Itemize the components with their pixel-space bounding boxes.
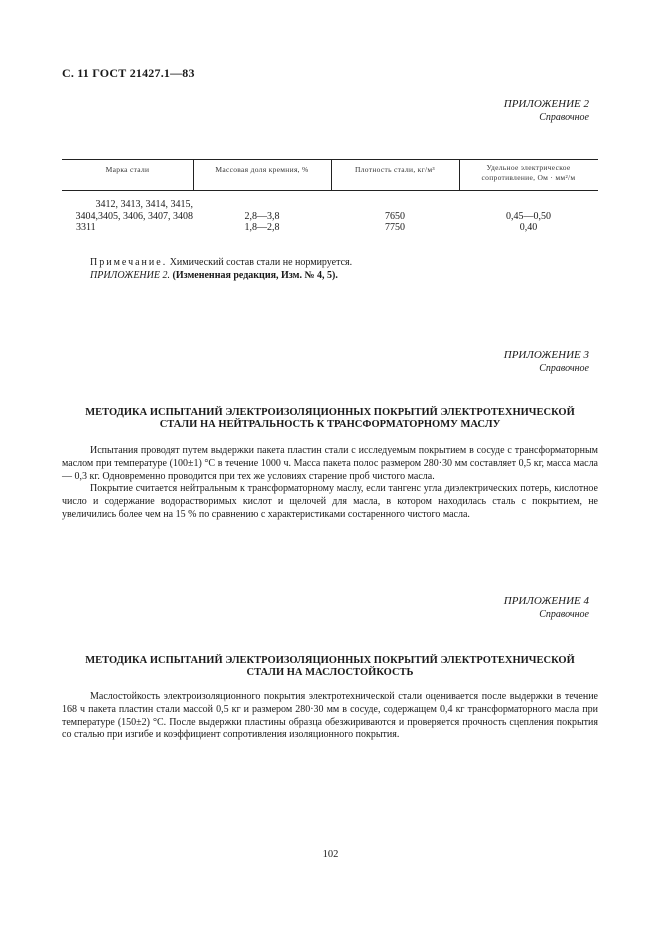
- page-number: 102: [322, 849, 339, 860]
- note-text: Химический состав стали не нормируется.: [169, 257, 353, 268]
- appendix-3-sub: Справочное: [539, 363, 589, 374]
- cell-silicon: 2,8—3,8: [244, 210, 280, 222]
- edition-ref: ПРИЛОЖЕНИЕ 2.: [90, 270, 170, 281]
- appendix-3-title: [62, 407, 598, 431]
- note-label: Примечание.: [90, 257, 168, 268]
- appendix-4-title: [62, 655, 598, 679]
- appendix-2-label: ПРИЛОЖЕНИЕ 2: [503, 98, 589, 110]
- cell-grade-line2: 3404,3405, 3406, 3407, 3408: [75, 210, 193, 222]
- cell-resistivity: 0,45—0,50: [506, 210, 551, 222]
- appendix-2-label-block: [504, 98, 589, 124]
- appendix-4-sub: Справочное: [539, 609, 589, 620]
- column-header-resistivity: [459, 163, 598, 183]
- table-row: [62, 199, 193, 222]
- appendix-4-body: [62, 691, 598, 742]
- appendix-3-label-block: [504, 349, 589, 375]
- appendix-4-label-block: [504, 595, 589, 621]
- appendix-3-paragraph-2: Покрытие считается нейтральным к трансформаторному маслу, если тангенс угла диэлектрических потерь, кислотное число и содержание водорастворимых кислот и щелочей для масла, в котором находилась сталь с покрытием, не увеличились более чем на 15 % по сравнению с характеристиками состаренного чистого масла.: [62, 483, 598, 520]
- document-header: С. 11 ГОСТ 21427.1—83: [62, 66, 195, 80]
- appendix-3-paragraph-1: Испытания проводят путем выдержки пакета пластин стали с исследуемым покрытием в сосуде с трансформаторным маслом при температуре (100±1) °С в течение 1000 ч. Масса пакета полос размером 280·30 мм составляет 0,5 кг, масса масла — 0,3 кг. Одновременно проводится при тех же условиях старение проб чистого масла.: [62, 445, 598, 482]
- appendix-4-title-line1: МЕТОДИКА ИСПЫТАНИЙ ЭЛЕКТРОИЗОЛЯЦИОННЫХ ПОКРЫТИЙ ЭЛЕКТРОТЕХНИЧЕСКОЙ: [85, 655, 575, 666]
- cell-density: 7650: [385, 210, 405, 222]
- edition-note: [90, 270, 338, 282]
- table-header-rule: [62, 190, 598, 191]
- cell-grade: 3311: [76, 222, 96, 233]
- column-header-resistivity-line2: сопротивление, Ом · мм²/м: [481, 173, 576, 182]
- column-header-resistivity-line1: Удельное электрическое: [486, 163, 571, 172]
- column-header-grade: Марка стали: [105, 165, 150, 174]
- appendix-4-title-line2: СТАЛИ НА МАСЛОСТОЙКОСТЬ: [246, 667, 414, 678]
- column-header-silicon: Массовая доля кремния, %: [215, 165, 309, 174]
- cell-silicon: 1,8—2,8: [244, 222, 280, 233]
- appendix-3-label: ПРИЛОЖЕНИЕ 3: [503, 349, 589, 361]
- table-note: [90, 257, 352, 269]
- cell-resistivity: 0,40: [519, 222, 538, 233]
- appendix-2-sub: Справочное: [539, 112, 589, 123]
- cell-grade-line1: 3412, 3413, 3414, 3415,: [95, 199, 193, 210]
- edition-text: (Измененная редакция, Изм. № 4, 5).: [172, 270, 338, 281]
- appendix-4-label: ПРИЛОЖЕНИЕ 4: [503, 595, 589, 607]
- appendix-3-title-line2: СТАЛИ НА НЕЙТРАЛЬНОСТЬ К ТРАНСФОРМАТОРНОМУ МАСЛУ: [159, 419, 501, 430]
- appendix-4-paragraph-1: Маслостойкость электроизоляционного покрытия электротехнической стали оценивается после выдержки в течение 168 ч пакета пластин стали массой 0,5 кг и размером 280·30 мм в сосуде, содержащем 0,4 кг трансформаторного масла при температуре (150±2) °С. После выдержки пластины образца обезжириваются и проверяется прочность сцепления покрытия со сталью при изгибе и коэффициент сопротивления изоляционного покрытия.: [62, 691, 598, 741]
- appendix-3-title-line1: МЕТОДИКА ИСПЫТАНИЙ ЭЛЕКТРОИЗОЛЯЦИОННЫХ ПОКРЫТИЙ ЭЛЕКТРОТЕХНИЧЕСКОЙ: [85, 407, 575, 418]
- cell-density: 7750: [385, 222, 405, 233]
- appendix-3-body: [62, 445, 598, 522]
- table-top-rule: [62, 159, 598, 160]
- column-header-density: Плотность стали, кг/м³: [355, 165, 435, 174]
